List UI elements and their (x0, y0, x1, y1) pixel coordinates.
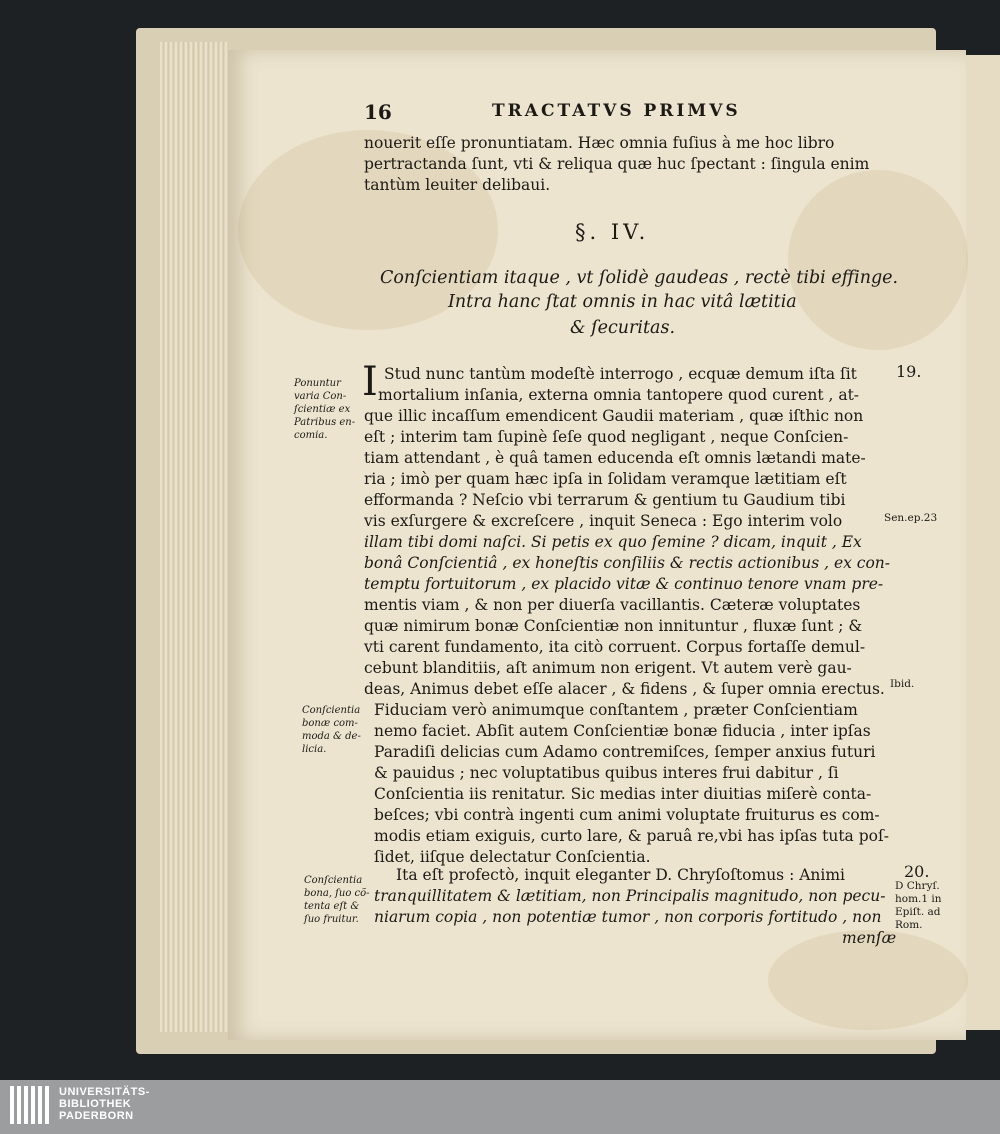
text-line: niarum copia , non potentiæ tumor , non corporis fortitudo , non (374, 908, 882, 926)
text-line: quæ nimirum bonæ Conſcientiæ non innituntur , fluxæ ſunt ; & (364, 617, 863, 635)
logo-text: UNIVERSITÄTS- BIBLIOTHEK PADERBORN (59, 1086, 150, 1122)
page-edges (160, 42, 230, 1032)
text-line: nouerit eſſe pronuntiatam. Hæc omnia fuſius à me hoc libro (364, 134, 835, 152)
margin-note-right: Ibid. (890, 678, 915, 690)
text-line: pertractanda ſunt, vti & reliqua quæ huc ſpectant : ſingula enim (364, 155, 870, 173)
text-line: nemo faciet. Abſit autem Conſcientiæ bonæ fiducia , inter ipſas (374, 722, 871, 740)
text-line: tantùm leuiter delibaui. (364, 176, 551, 194)
section-heading-line: & ſecuritas. (570, 318, 676, 338)
text-line: vis exſurgere & excreſcere , inquit Seneca : Ego interim volo (364, 512, 843, 530)
paragraph-number: 20. (904, 862, 930, 881)
text-line: Conſcientia iis renitatur. Sic medias inter diuitias miſerè conta- (374, 785, 872, 803)
text-line: efformanda ? Neſcio vbi terrarum & gentium tu Gaudium tibi (364, 491, 846, 509)
page-number: 16 (364, 100, 392, 124)
text-line: deas, Animus debet eſſe alacer , & fidens , & ſuper omnia erectus. (364, 680, 885, 698)
text-line: ria ; imò per quam hæc ipſa in ſolidam veramque lætitiam eſt (364, 470, 847, 488)
text-line: Paradiſi delicias cum Adamo contremiſces, ſemper anxius futuri (374, 743, 876, 761)
text-line: ſidet, iiſque delectatur Conſcientia. (374, 848, 651, 866)
text-line: tranquillitatem & lætitiam, non Principalis magnitudo, non pecu- (374, 887, 886, 905)
logo-stripes-icon (10, 1086, 49, 1124)
library-logo (10, 1086, 150, 1128)
drop-cap: I (362, 359, 378, 405)
text-line: vti carent fundamento, ita citò corruent. Corpus fortaſſe demul- (364, 638, 866, 656)
text-line: Ita eſt profectò, inquit eleganter D. Chryſoſtomus : Animi (396, 866, 846, 884)
text-line: Fiduciam verò animumque conſtantem , præter Conſcientiam (374, 701, 858, 719)
text-line: Stud nunc tantùm modeſtè interrogo , ecquæ demum iſta ſit (384, 365, 857, 383)
text-line: mortalium inſania, externa omnia tantopere quod curent , at- (378, 386, 860, 404)
margin-note-right: D Chryſ. hom.1 in Epiſt. ad Rom. (895, 880, 942, 931)
text-line: & pauidus ; nec voluptatibus quibus interes frui dabitur , ſi (374, 764, 839, 782)
text-line: mentis viam , & non per diuerſa vacillantis. Cæteræ voluptates (364, 596, 861, 614)
text-line: beſces; vbi contrà ingenti cum animi voluptate fruiturus es com- (374, 806, 880, 824)
text-line: bonâ Conſcientiâ , ex honeſtis conſiliis & rectis actionibus , ex con- (364, 554, 891, 572)
text-line: eſt ; interim tam ſupinè ſeſe quod negligant , neque Conſcien- (364, 428, 849, 446)
text-line: temptu fortuitorum , ex placido vitæ & continuo tenore vnam pre- (364, 575, 884, 593)
running-title: TRACTATVS PRIMVS (492, 101, 741, 121)
page-stain (788, 170, 968, 350)
section-heading-line: Intra hanc ſtat omnis in hac vitâ lætitia (448, 292, 797, 312)
margin-note-right: Sen.ep.23 (884, 512, 938, 524)
text-line: cebunt blanditiis, aſt animum non erigent. Vt autem verè gau- (364, 659, 852, 677)
text-line: tiam attendant , è quâ tamen educenda eſt omnis lætandi mate- (364, 449, 866, 467)
text-line: illam tibi domi naſci. Si petis ex quo ſemine ? dicam, inquit , Ex (364, 533, 862, 551)
library-footer-bar (0, 1080, 1000, 1134)
section-mark: §. IV. (575, 220, 650, 244)
margin-note-left: Conſcientia bonæ com- moda & de- licia. (302, 705, 361, 755)
section-heading-line: Conſcientiam itaque , vt ſolidè gaudeas , rectè tibi effinge. (380, 268, 899, 288)
margin-note-left: Conſcientia bona, ſuo cõ- tenta eſt & ſuo fruitur. (304, 875, 370, 925)
text-line: que illic incaſſum emendicent Gaudii materiam , quæ iſthic non (364, 407, 864, 425)
text-line: menſæ (842, 929, 897, 947)
paragraph-number: 19. (896, 362, 922, 381)
text-line: modis etiam exiguis, curto lare, & paruâ re,vbi has ipſas tuta poſ- (374, 827, 889, 845)
margin-note-left: Ponuntur varia Con- ſcientiæ ex Patribus en- comia. (294, 378, 356, 441)
